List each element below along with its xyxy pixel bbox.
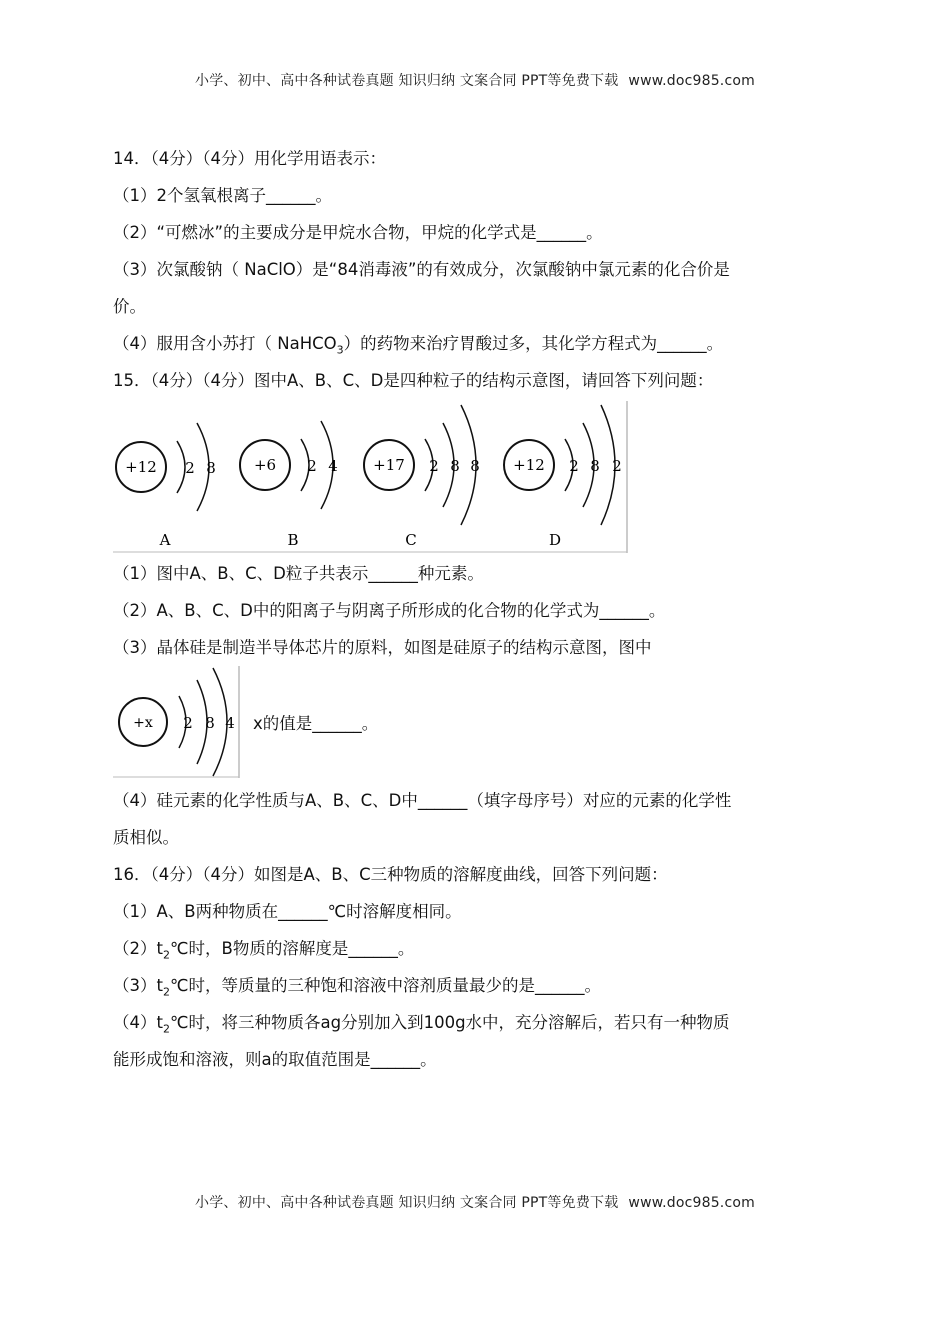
q14-part4: （4）服用含小苏打（ NaHCO$_3$）的药物来治疗胃酸过多，其化学方程式为______。: [113, 334, 724, 357]
silicon-figure-row: [113, 666, 838, 778]
nucleus-charge: +12: [513, 456, 545, 474]
particle-label: B: [287, 531, 299, 549]
shell-electrons: 2: [429, 457, 439, 475]
q14-title: 14．（4分）（4分）用化学用语表示：: [113, 149, 386, 168]
particle-label: D: [548, 531, 562, 549]
q15-part3-cont: x的值是______。: [253, 714, 379, 733]
q15-part4: （4）硅元素的化学性质与A、B、C、D中______（填字母序号）对应的元素的化学性: [113, 791, 732, 810]
subscript: 2: [162, 948, 170, 962]
q16-part4: $(4)t_2℃$时，将三种物质各ag分别加入到100g水中，充分溶解后，若只有一种物质: [113, 1013, 730, 1036]
shell-electrons: 8: [470, 457, 480, 475]
subscript: 2: [162, 985, 170, 999]
shell-electrons: 2: [185, 459, 195, 477]
q14-part2: （2）“可燃冰”的主要成分是甲烷水合物，甲烷的化学式是______。: [113, 223, 603, 242]
q15-part2: （2）A、B、C、D中的阳离子与阴离子所形成的化合物的化学式为______。: [113, 601, 666, 620]
particle-label: C: [405, 531, 417, 549]
shell-electrons: 8: [590, 457, 600, 475]
q14-part3-cont: 价。: [113, 297, 146, 316]
q15-part4-cont: 质相似。: [113, 828, 179, 847]
shell-electrons: 4: [328, 457, 338, 475]
shell-electrons: 4: [225, 714, 235, 732]
particle-a: [116, 423, 216, 549]
footer-url[interactable]: www.doc985.com: [628, 1195, 755, 1211]
q16-title: 16．（4分）（4分）如图是A、B、C三种物质的溶解度曲线，回答下列问题：: [113, 865, 668, 884]
shell-electrons: 2: [183, 714, 193, 732]
silicon-atom-diagram: [113, 666, 241, 778]
footer-text: 小学、初中、高中各种试卷真题 知识归纳 文案合同 PPT等免费下载: [195, 1195, 619, 1211]
q16-part2: $(2)t_2℃$时，B物质的溶解度是______。: [113, 939, 415, 962]
particle-d: [504, 405, 622, 549]
page-footer: [0, 1192, 950, 1212]
header-text: 小学、初中、高中各种试卷真题 知识归纳 文案合同 PPT等免费下载: [195, 73, 619, 89]
header-url[interactable]: www.doc985.com: [628, 73, 755, 89]
shell-electrons: 2: [569, 457, 579, 475]
q15-part1: （1）图中A、B、C、D粒子共表示______种元素。: [113, 564, 484, 583]
particle-label: A: [159, 531, 171, 549]
document-body: [113, 140, 838, 1078]
particle-c: [364, 405, 480, 549]
shell-electrons: 8: [205, 714, 215, 732]
shell-electrons: 2: [307, 457, 317, 475]
q15-title: 15．（4分）（4分）图中A、B、C、D是四种粒子的结构示意图，请回答下列问题：: [113, 371, 714, 390]
q16-part3: $(3)t_2℃$时，等质量的三种饱和溶液中溶剂质量最少的是______。: [113, 976, 601, 999]
nucleus-charge: +6: [253, 456, 277, 474]
particle-b: [240, 421, 338, 549]
page-header: [0, 70, 950, 90]
q15-part3: （3）晶体硅是制造半导体芯片的原料，如图是硅原子的结构示意图，图中: [113, 638, 652, 657]
subscript: 3: [336, 343, 344, 357]
particle-diagrams-svg: [113, 401, 629, 553]
q16-part1: （1）A、B两种物质在______℃时溶解度相同。: [113, 902, 462, 921]
nucleus-charge: +x: [133, 715, 153, 731]
particle-structure-figure: [113, 399, 838, 555]
subscript: 2: [162, 1022, 170, 1036]
shell-electrons: 2: [612, 457, 622, 475]
nucleus-charge: +12: [125, 458, 157, 476]
q14-part3: （3）次氯酸钠（ NaClO）是“84消毒液”的有效成分，次氯酸钠中氯元素的化合价是: [113, 260, 730, 279]
q14-part1: （1）2个氢氧根离子______。: [113, 186, 332, 205]
q16-part4-cont: 能形成饱和溶液，则a的取值范围是______。: [113, 1050, 437, 1069]
shell-electrons: 8: [206, 459, 216, 477]
shell-electrons: 8: [450, 457, 460, 475]
nucleus-charge: +17: [373, 456, 405, 474]
